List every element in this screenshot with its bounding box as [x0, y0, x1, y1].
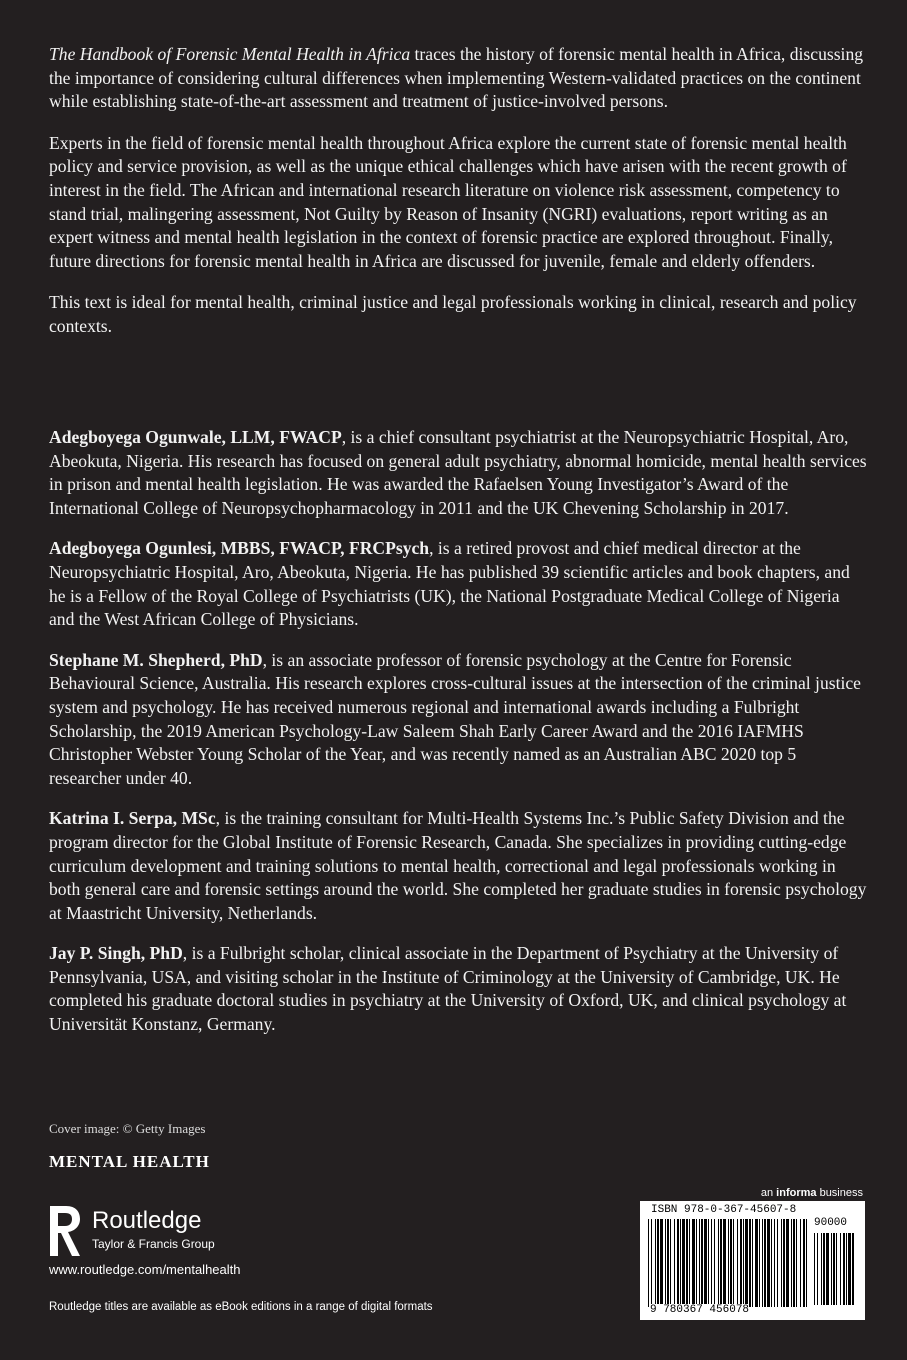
author-description: , is a retired provost and chief medical director at the Neuropsychiatric Hospital, Aro, Abeokuta, Nigeria. He has published 39 scientific articles and book chapters, and he is a Fellow of the Royal College of Psychiatrists (UK), the National Postgraduate Medical College of Nigeria and the West African College of Physicians. — [49, 538, 850, 630]
publisher-name: Routledge — [92, 1207, 202, 1234]
author-bio — [49, 942, 867, 1036]
isbn-text: ISBN 978-0-367-45607-8 — [651, 1204, 797, 1216]
ean-barcode — [646, 1217, 811, 1307]
description-paragraph-1 — [49, 43, 867, 114]
author-description: , is the training consultant for Multi-Health Systems Inc.’s Public Safety Division and the program director for the Global Institute of Forensic Research, Canada. She specializes in providing cutting-edge curriculum development and training solutions to mental health, correctional and legal professionals working in both general care and forensic settings around the world. She completed her graduate studies in forensic psychology at Maastricht University, Netherlands. — [49, 808, 867, 923]
book-title: The Handbook of Forensic Mental Health in Africa — [49, 44, 411, 64]
author-bio — [49, 537, 867, 631]
author-description: , is a chief consultant psychiatrist at the Neuropsychiatric Hospital, Aro, Abeokuta, Nigeria. His research has focused on general adult psychiatry, abnormal homicide, mental health services in prison and mental health legislation. He was awarded the Rafaelsen Young Investigator’s Award of the International College of Neuropsychopharmacology in 2011 and the UK Chevening Scholarship in 2017. — [49, 427, 867, 518]
author-name: Adegboyega Ogunlesi, MBBS, FWACP, FRCPsych — [49, 538, 430, 559]
book-description — [49, 43, 867, 357]
description-text-1: traces the history of forensic mental health in Africa, discussing the importance of considering cultural differences when implementing Western-validated practices on the continent while establishing state-of-the-art assessment and treatment of justice-involved persons. — [49, 44, 864, 112]
ebook-notice: Routledge titles are available as eBook editions in a range of digital formats — [49, 1301, 433, 1313]
informa-prefix: an — [760, 1187, 777, 1199]
cover-credit: Cover image: © Getty Images — [49, 1121, 206, 1136]
author-description: , is a Fulbright scholar, clinical associate in the Department of Psychiatry at the University of Pennsylvania, USA, and visiting scholar in the Institute of Criminology at the University of Cambridge, UK. He completed his graduate doctoral studies in psychiatry at the University of Oxford, UK, and clinical psychology at Universität Konstanz, Germany. — [49, 943, 847, 1035]
description-paragraph-3: This text is ideal for mental health, criminal justice and legal professionals working in clinical, research and policy contexts. — [49, 292, 857, 336]
author-name: Jay P. Singh, PhD — [49, 943, 183, 964]
author-name: Katrina I. Serpa, MSc — [49, 808, 216, 829]
author-bio — [49, 649, 867, 791]
informa-word: informa — [776, 1187, 817, 1199]
author-bio — [49, 807, 867, 925]
informa-suffix: business — [816, 1187, 863, 1199]
price-barcode — [812, 1233, 858, 1305]
author-name: Adegboyega Ogunwale, LLM, FWACP — [49, 427, 342, 447]
ean-number: 9 780367 456078 — [650, 1304, 750, 1316]
description-paragraph-2: Experts in the field of forensic mental health throughout Africa explore the current state of forensic mental health policy and service provision, as well as the unique ethical challenges which have arisen with the recent growth of interest in the field. The African and international research literature on violence risk assessment, competency to stand trial, malingering assessment, Not Guilty by Reason of Insanity (NGRI) evaluations, report writing as an expert witness and mental health legislation in the context of forensic practice are explored throughout. Finally, future directions for forensic mental health in Africa are discussed for juvenile, female and elderly offenders. — [49, 132, 847, 271]
subject-category: MENTAL HEALTH — [49, 1152, 210, 1171]
publisher-logo — [44, 1204, 244, 1259]
author-bio — [49, 426, 867, 520]
author-description: , is an associate professor of forensic psychology at the Centre for Forensic Behavioural Science, Australia. His research explores cross-cultural issues at the intersection of the criminal justice system and psychology. He has received numerous regional and international awards including a Fulbright Scholarship, the 2019 American Psychology-Law Saleem Shah Early Career Award and the 2016 IAFMHS Christopher Webster Young Scholar of the Year, and was recently named as an Australian ABC 2020 top 5 researcher under 40. — [49, 649, 861, 788]
author-bios — [49, 426, 867, 1054]
routledge-r-icon — [44, 1204, 84, 1258]
publisher-url[interactable]: www.routledge.com/mentalhealth — [49, 1262, 241, 1277]
publisher-group: Taylor & Francis Group — [92, 1237, 215, 1251]
barcode-panel — [640, 1201, 865, 1320]
author-name: Stephane M. Shepherd, PhD — [49, 649, 263, 670]
price-code: 90000 — [814, 1217, 848, 1229]
informa-tagline — [761, 1187, 863, 1199]
